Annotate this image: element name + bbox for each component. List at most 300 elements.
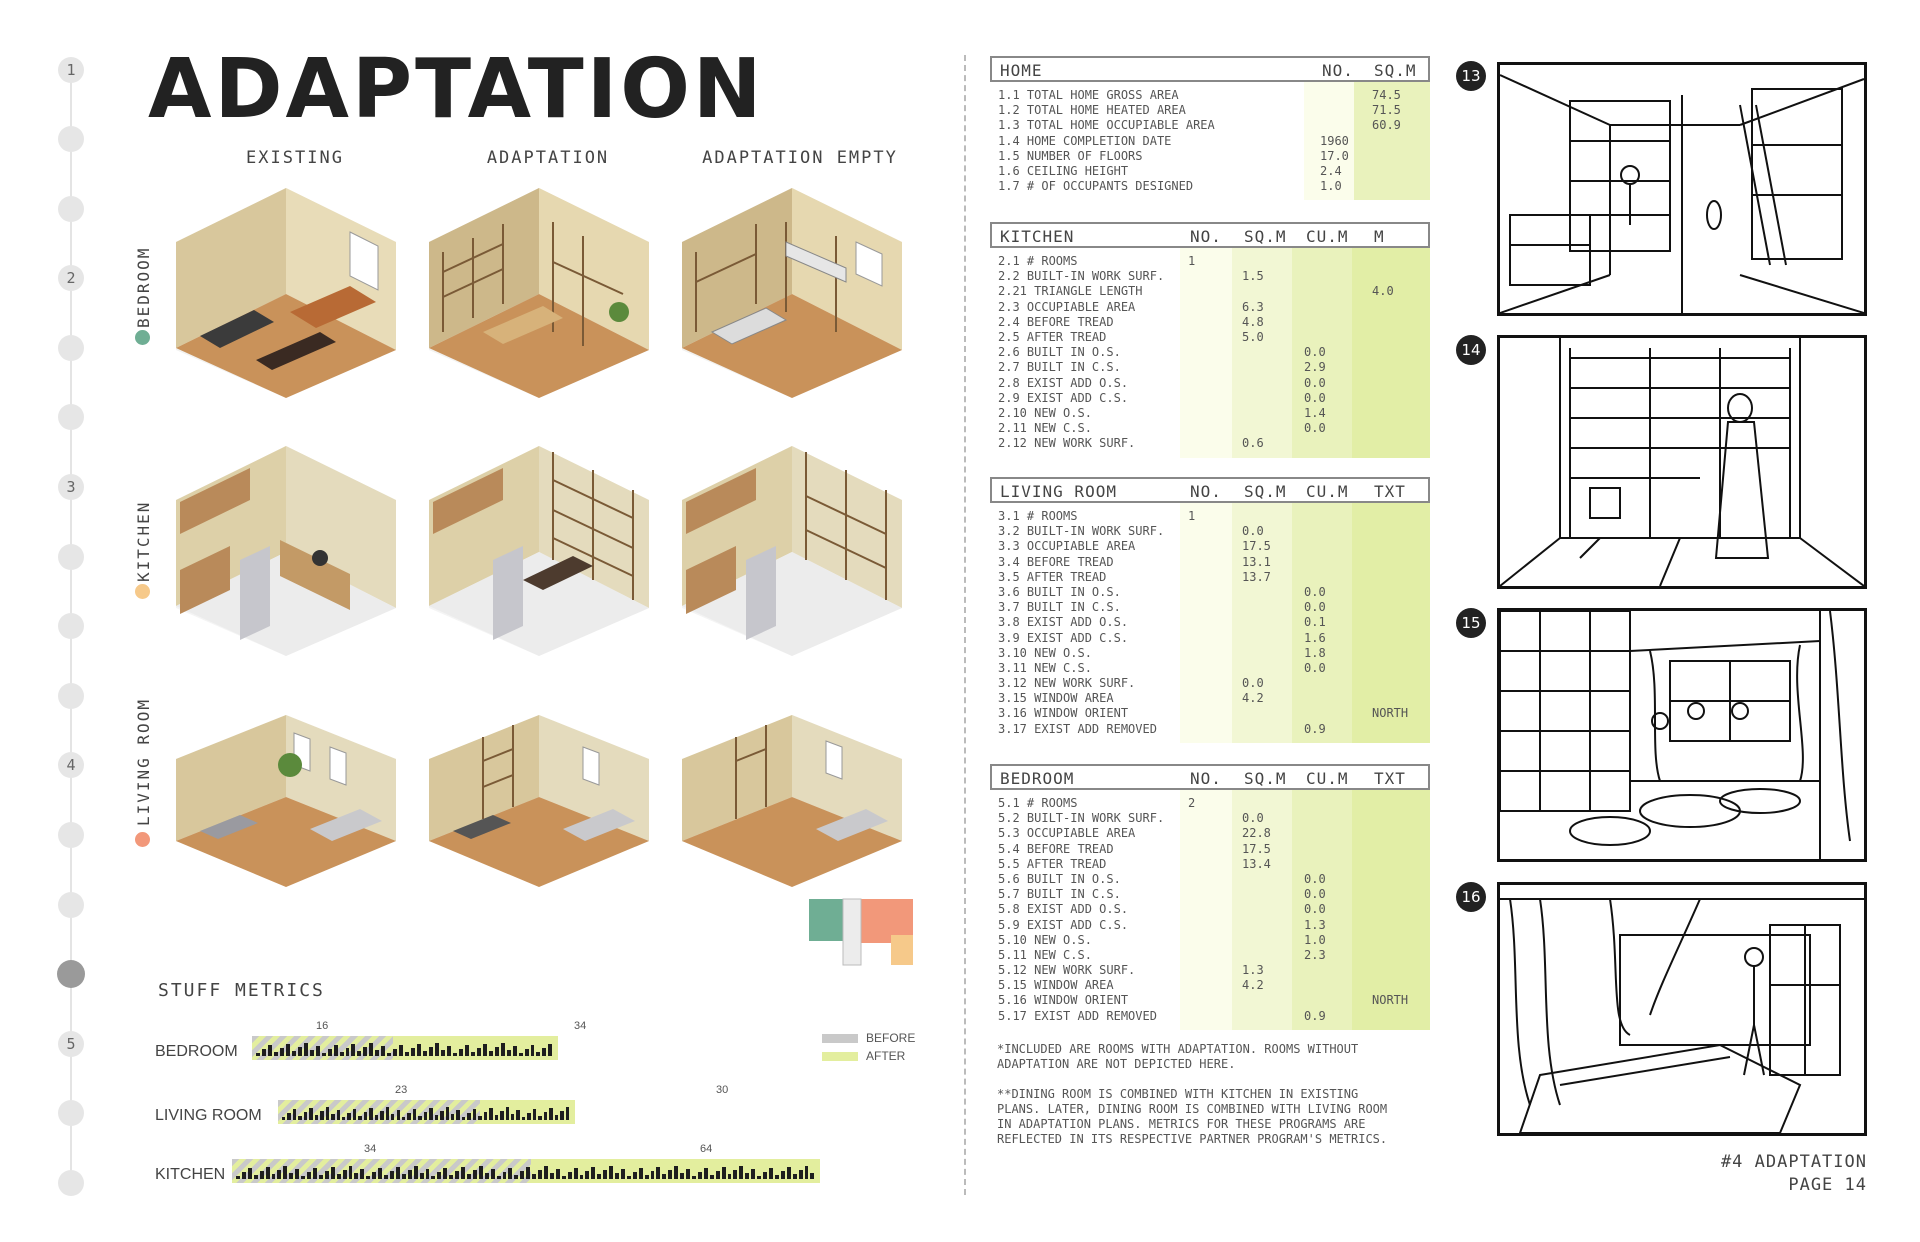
table-cell-cum: 0.0	[1304, 390, 1326, 405]
footer-section: #4 ADAPTATION	[1720, 1152, 1867, 1172]
spine-number-2: 2	[58, 265, 84, 291]
stuff-item-glyph	[522, 1117, 525, 1120]
stuff-item-glyph	[375, 1050, 379, 1056]
spine-dot	[58, 1100, 84, 1126]
table-row	[990, 872, 1430, 887]
stuff-metrics-after-bar	[278, 1100, 575, 1124]
stuff-item-glyph	[473, 1170, 477, 1179]
stuff-item-glyph	[757, 1176, 761, 1179]
stuff-metrics-after-value: 64	[700, 1143, 713, 1155]
stuff-item-glyph	[414, 1166, 418, 1179]
home-table-header	[990, 56, 1430, 82]
table-cell-cum: 0.9	[1304, 1008, 1326, 1023]
table-cell-sqm: 1.3	[1242, 963, 1264, 978]
spine-dot	[58, 404, 84, 430]
table-row	[990, 646, 1430, 661]
stuff-item-glyph	[292, 1051, 296, 1056]
table-cell-sqm: 1.5	[1242, 269, 1264, 284]
stuff-item-glyph	[363, 1047, 367, 1056]
table-row-label: 2.2 BUILT-IN WORK SURF.	[998, 269, 1165, 284]
table-cell-sqm: 4.2	[1242, 691, 1264, 706]
kitchen-table-body	[990, 248, 1430, 458]
stuff-item-glyph	[402, 1117, 405, 1120]
kitchen-col-m: M	[1374, 227, 1385, 246]
table-row	[990, 948, 1430, 963]
stuff-item-glyph	[799, 1170, 803, 1179]
table-row-label: 2.1 # ROOMS	[998, 254, 1078, 268]
table-cell-sqm: 74.5	[1372, 88, 1401, 102]
stuff-item-glyph	[680, 1173, 684, 1179]
table-row-label: 5.1 # ROOMS	[998, 796, 1078, 810]
living-room-table-title: LIVING ROOM	[1000, 482, 1117, 501]
table-row	[990, 103, 1430, 118]
stuff-item-glyph	[495, 1115, 498, 1120]
page-divider	[964, 55, 966, 1195]
bedroom-adaptation-render	[423, 182, 655, 404]
stuff-item-glyph	[548, 1044, 552, 1056]
kitchen-adaptation-empty-render	[676, 440, 908, 662]
stuff-item-glyph	[615, 1173, 619, 1179]
table-row-label: 2.4 BEFORE TREAD	[998, 314, 1114, 329]
table-row-label: 3.3 OCCUPIABLE AREA	[998, 539, 1136, 554]
table-cell-sqm: 6.3	[1242, 299, 1264, 314]
table-cell-sqm: 0.0	[1242, 676, 1264, 691]
stuff-item-glyph	[431, 1176, 435, 1179]
bedroom-table-header	[990, 764, 1430, 790]
stuff-item-glyph	[364, 1112, 367, 1120]
table-row	[990, 993, 1430, 1008]
stuff-item-glyph	[793, 1174, 797, 1179]
stuff-item-glyph	[337, 1110, 340, 1120]
living-room-existing-render	[170, 690, 402, 912]
stuff-item-glyph	[639, 1168, 643, 1179]
stuff-item-glyph	[301, 1176, 305, 1179]
stuff-item-glyph	[407, 1113, 410, 1120]
panel-number-13: 13	[1456, 61, 1486, 91]
home-table	[990, 56, 1430, 200]
stuff-item-glyph	[381, 1046, 385, 1056]
stuff-item-glyph	[349, 1166, 353, 1179]
kitchen-col-no: NO.	[1190, 227, 1222, 246]
table-row-label: 2.6 BUILT IN O.S.	[998, 345, 1121, 360]
table-row-label: 5.10 NEW O.S.	[998, 932, 1092, 947]
stuff-item-glyph	[399, 1045, 403, 1056]
stuff-item-glyph	[538, 1170, 542, 1179]
stuff-item-glyph	[453, 1053, 457, 1056]
table-row	[990, 345, 1430, 360]
stuff-item-glyph	[544, 1112, 547, 1120]
stuff-item-glyph	[507, 1050, 511, 1056]
living-room-col-no: NO.	[1190, 482, 1222, 501]
table-row-label: 2.8 EXIST ADD O.S.	[998, 375, 1129, 390]
table-row	[990, 421, 1430, 436]
stuff-metrics-label-bedroom: BEDROOM	[155, 1043, 238, 1060]
table-cell-cum: 1.4	[1304, 405, 1326, 420]
stuff-item-glyph	[337, 1174, 341, 1179]
stuff-item-glyph	[787, 1167, 791, 1179]
table-row	[990, 509, 1430, 524]
table-cell-sqm: 5.0	[1242, 329, 1264, 344]
stuff-item-glyph	[520, 1171, 524, 1179]
stuff-item-glyph	[574, 1168, 578, 1179]
table-row-label: 3.12 NEW WORK SURF.	[998, 676, 1136, 691]
table-cell-sqm: 13.1	[1242, 554, 1271, 569]
stuff-item-glyph	[462, 1117, 465, 1120]
stuff-item-glyph	[484, 1112, 487, 1120]
spine-dot	[58, 335, 84, 361]
table-row	[990, 330, 1430, 345]
column-head-adaptation-empty: ADAPTATION EMPTY	[702, 148, 898, 168]
table-cell-sqm: 4.2	[1242, 978, 1264, 993]
stuff-item-glyph	[242, 1172, 246, 1179]
row-label-living-room: LIVING ROOM	[134, 698, 153, 826]
table-cell-sqm: 4.8	[1242, 314, 1264, 329]
table-cell-sqm: 13.4	[1242, 856, 1271, 871]
table-row-label: 2.12 NEW WORK SURF.	[998, 436, 1136, 451]
stuff-item-glyph	[516, 1110, 519, 1120]
stuff-item-glyph	[645, 1175, 649, 1179]
table-cell-cum: 1.8	[1304, 645, 1326, 660]
table-row-label: 3.10 NEW O.S.	[998, 645, 1092, 660]
stuff-item-glyph	[274, 1052, 278, 1056]
table-row	[990, 376, 1430, 391]
key-plan-thumbnail	[807, 897, 915, 967]
stuff-item-glyph	[342, 1117, 345, 1120]
table-row	[990, 134, 1430, 149]
stuff-item-glyph	[508, 1168, 512, 1179]
table-row-label: 3.11 NEW C.S.	[998, 660, 1092, 675]
stuff-item-glyph	[597, 1174, 601, 1179]
bedroom-adaptation-empty-render	[676, 182, 908, 404]
table-row-label: 5.4 BEFORE TREAD	[998, 841, 1114, 856]
stuff-item-glyph	[277, 1170, 281, 1179]
stuff-item-glyph	[286, 1044, 290, 1056]
stuff-item-glyph	[411, 1048, 415, 1056]
table-row	[990, 300, 1430, 315]
stuff-item-glyph	[319, 1175, 323, 1179]
panel-number-15: 15	[1456, 608, 1486, 638]
stuff-item-glyph	[236, 1176, 240, 1179]
table-row	[990, 631, 1430, 646]
stuff-item-glyph	[366, 1176, 370, 1179]
stuff-item-glyph	[527, 1113, 530, 1120]
stuff-item-glyph	[805, 1166, 809, 1179]
kitchen-col-cum: CU.M	[1306, 227, 1349, 246]
table-row-label: 3.16 WINDOW ORIENT	[998, 706, 1129, 721]
stuff-item-glyph	[449, 1175, 453, 1179]
stuff-item-glyph	[435, 1115, 438, 1120]
stuff-item-glyph	[326, 1107, 329, 1120]
stuff-item-glyph	[580, 1175, 584, 1179]
stuff-item-glyph	[423, 1051, 427, 1056]
table-row	[990, 857, 1430, 872]
living-room-col-sqm: SQ.M	[1244, 482, 1287, 501]
stuff-item-glyph	[459, 1049, 463, 1056]
stuff-item-glyph	[283, 1166, 287, 1179]
table-row	[990, 179, 1430, 194]
table-row-label: 5.12 NEW WORK SURF.	[998, 963, 1136, 978]
table-row-label: 2.5 AFTER TREAD	[998, 329, 1107, 344]
table-cell-cum: 0.0	[1304, 421, 1326, 436]
stuff-item-glyph	[514, 1175, 518, 1179]
table-row	[990, 978, 1430, 993]
stuff-item-glyph	[260, 1171, 264, 1179]
table-row	[990, 570, 1430, 585]
stuff-item-glyph	[254, 1175, 258, 1179]
row-label-bedroom: BEDROOM	[134, 246, 153, 328]
stuff-item-glyph	[477, 1048, 481, 1056]
table-row-label: 3.8 EXIST ADD O.S.	[998, 615, 1129, 630]
stuff-item-glyph	[585, 1171, 589, 1179]
table-row	[990, 164, 1430, 179]
living-room-adaptation-render	[423, 690, 655, 912]
stuff-item-glyph	[417, 1044, 421, 1056]
table-row-label: 5.17 EXIST ADD REMOVED	[998, 1008, 1157, 1023]
table-row-label: 1.3 TOTAL HOME OCCUPIABLE AREA	[998, 118, 1215, 133]
table-row	[990, 360, 1430, 375]
stuff-item-glyph	[538, 1116, 541, 1120]
stuff-item-glyph	[402, 1174, 406, 1179]
stuff-item-glyph	[426, 1169, 430, 1179]
stuff-item-glyph	[722, 1167, 726, 1179]
table-row-label: 5.7 BUILT IN C.S.	[998, 887, 1121, 902]
table-cell-sqm: 0.0	[1242, 811, 1264, 826]
spine-current-dot	[57, 960, 85, 988]
stuff-item-glyph	[322, 1053, 326, 1056]
stuff-item-glyph	[544, 1166, 548, 1179]
table-row	[990, 391, 1430, 406]
stuff-item-glyph	[304, 1043, 308, 1056]
table-cell-cum: 2.9	[1304, 360, 1326, 375]
stuff-item-glyph	[310, 1050, 314, 1056]
table-row-label: 5.8 EXIST ADD O.S.	[998, 902, 1129, 917]
table-row-label: 3.6 BUILT IN O.S.	[998, 584, 1121, 599]
stuff-item-glyph	[282, 1117, 285, 1120]
stuff-item-glyph	[375, 1115, 378, 1120]
bedroom-col-sqm: SQ.M	[1244, 769, 1287, 788]
stuff-item-glyph	[733, 1170, 737, 1179]
stuff-item-glyph	[435, 1043, 439, 1056]
stuff-item-glyph	[473, 1109, 476, 1120]
stuff-item-glyph	[503, 1172, 507, 1179]
stuff-item-glyph	[513, 1046, 517, 1056]
table-cell-sqm: 0.0	[1242, 524, 1264, 539]
table-row	[990, 149, 1430, 164]
stuff-item-glyph	[351, 1044, 355, 1056]
table-row-label: 2.11 NEW C.S.	[998, 421, 1092, 436]
table-row-label: 2.7 BUILT IN C.S.	[998, 360, 1121, 375]
row-dot-living-room	[135, 832, 150, 847]
table-row-label: 3.15 WINDOW AREA	[998, 691, 1114, 706]
table-row	[990, 902, 1430, 917]
table-cell-no: 1960	[1320, 133, 1349, 148]
living-room-table-body	[990, 503, 1430, 743]
table-row	[990, 269, 1430, 284]
table-row	[990, 88, 1430, 103]
table-row-label: 1.6 CEILING HEIGHT	[998, 163, 1129, 178]
stuff-item-glyph	[446, 1107, 449, 1120]
stuff-item-glyph	[298, 1116, 301, 1120]
table-row-label: 3.17 EXIST ADD REMOVED	[998, 721, 1157, 736]
table-row-label: 5.5 AFTER TREAD	[998, 856, 1107, 871]
stuff-item-glyph	[248, 1168, 252, 1179]
stuff-metrics-before-value: 16	[316, 1020, 329, 1032]
stuff-item-glyph	[710, 1175, 714, 1179]
stuff-item-glyph	[378, 1168, 382, 1179]
table-cell-sqm: 17.5	[1242, 841, 1271, 856]
stuff-item-glyph	[471, 1052, 475, 1056]
shelving-wall-sketch	[1500, 338, 1864, 586]
stuff-item-glyph	[393, 1049, 397, 1056]
stuff-item-glyph	[763, 1172, 767, 1179]
stuff-item-glyph	[467, 1174, 471, 1179]
stuff-metrics-before-value: 34	[364, 1143, 377, 1155]
table-cell-sqm: 0.6	[1242, 436, 1264, 451]
stuff-item-glyph	[293, 1109, 296, 1120]
stuff-metrics-after-bar	[252, 1036, 558, 1060]
stuff-metrics-after-bar	[232, 1159, 820, 1183]
table-row-label: 1.7 # OF OCCUPANTS DESIGNED	[998, 179, 1194, 194]
table-row	[990, 811, 1430, 826]
table-cell-cum: 2.3	[1304, 947, 1326, 962]
stuff-item-glyph	[506, 1107, 509, 1120]
stuff-item-glyph	[353, 1109, 356, 1120]
kitchen-existing-render	[170, 440, 402, 662]
table-row-label: 5.16 WINDOW ORIENT	[998, 993, 1129, 1008]
stuff-item-glyph	[358, 1116, 361, 1120]
table-row	[990, 796, 1430, 811]
stuff-item-glyph	[262, 1049, 266, 1056]
stuff-item-glyph	[627, 1176, 631, 1179]
stuff-item-glyph	[340, 1052, 344, 1056]
table-cell-sqm: 13.7	[1242, 569, 1271, 584]
stuff-metrics-title: STUFF METRICS	[158, 980, 325, 1001]
stuff-item-glyph	[560, 1111, 563, 1120]
stuff-item-glyph	[266, 1167, 270, 1179]
table-row	[990, 585, 1430, 600]
table-row	[990, 406, 1430, 421]
stuff-item-glyph	[704, 1168, 708, 1179]
table-cell-m: NORTH	[1372, 706, 1409, 721]
table-row	[990, 615, 1430, 630]
stuff-item-glyph	[424, 1112, 427, 1120]
stuff-item-glyph	[440, 1111, 443, 1120]
table-cell-no: 2.4	[1320, 163, 1342, 178]
table-cell-cum: 1.6	[1304, 630, 1326, 645]
stuff-item-glyph	[331, 1167, 335, 1179]
table-row-label: 5.3 OCCUPIABLE AREA	[998, 826, 1136, 841]
storyboard-panel-16	[1497, 882, 1867, 1136]
table-cell-cum: 0.0	[1304, 660, 1326, 675]
spine-dot	[58, 126, 84, 152]
stuff-item-glyph	[413, 1109, 416, 1120]
table-row	[990, 826, 1430, 841]
living-room-adaptation-empty-render	[676, 690, 908, 912]
stuff-item-glyph	[751, 1169, 755, 1179]
table-row-label: 2.9 EXIST ADD C.S.	[998, 390, 1129, 405]
kitchen-col-sqm: SQ.M	[1244, 227, 1287, 246]
stuff-item-glyph	[781, 1171, 785, 1179]
stuff-item-glyph	[408, 1170, 412, 1179]
table-row-label: 3.2 BUILT-IN WORK SURF.	[998, 524, 1165, 539]
table-row-label: 2.21 TRIANGLE LENGTH	[998, 284, 1143, 299]
table-cell-cum: 0.0	[1304, 375, 1326, 390]
stuff-item-glyph	[320, 1111, 323, 1120]
table-cell-sqm: 71.5	[1372, 103, 1401, 118]
home-table-title: HOME	[1000, 61, 1043, 80]
table-row	[990, 887, 1430, 902]
stuff-item-glyph	[633, 1172, 637, 1179]
storyboard-panel-13	[1497, 62, 1867, 316]
stuff-item-glyph	[447, 1046, 451, 1056]
stuff-item-glyph	[334, 1045, 338, 1056]
stuff-item-glyph	[532, 1174, 536, 1179]
stuff-item-glyph	[674, 1166, 678, 1179]
table-row	[990, 118, 1430, 133]
spine-number-4: 4	[58, 752, 84, 778]
table-row-label: 1.1 TOTAL HOME GROSS AREA	[998, 88, 1179, 102]
stuff-item-glyph	[651, 1171, 655, 1179]
stuff-item-glyph	[603, 1170, 607, 1179]
stuff-item-glyph	[372, 1172, 376, 1179]
stuff-item-glyph	[810, 1173, 814, 1179]
stuff-item-glyph	[325, 1171, 329, 1179]
stuff-metrics-label-kitchen: KITCHEN	[155, 1166, 226, 1183]
table-cell-no: 1	[1188, 509, 1196, 523]
table-cell-cum: 0.9	[1304, 721, 1326, 736]
legend-after-label: AFTER	[866, 1049, 906, 1063]
stuff-item-glyph	[489, 1051, 493, 1056]
stuff-item-glyph	[369, 1043, 373, 1056]
stuff-item-glyph	[313, 1168, 317, 1179]
storyboard-panel-14	[1497, 335, 1867, 589]
table-cell-cum: 0.0	[1304, 902, 1326, 917]
stuff-item-glyph	[391, 1114, 394, 1120]
spine-dot	[58, 196, 84, 222]
stuff-item-glyph	[519, 1053, 523, 1056]
stuff-item-glyph	[531, 1045, 535, 1056]
spine-dot	[58, 613, 84, 639]
table-row-label: 1.4 HOME COMPLETION DATE	[998, 133, 1172, 148]
bedroom-table-body	[990, 790, 1430, 1030]
stuff-item-glyph	[455, 1171, 459, 1179]
stuff-item-glyph	[479, 1166, 483, 1179]
stuff-item-glyph	[309, 1108, 312, 1120]
stuff-item-glyph	[420, 1173, 424, 1179]
page-title: ADAPTATION	[148, 42, 765, 137]
stuff-item-glyph	[526, 1167, 530, 1179]
table-row	[990, 524, 1430, 539]
bunk-bed-sketch	[1500, 65, 1864, 313]
table-row	[990, 539, 1430, 554]
table-row-label: 5.9 EXIST ADD C.S.	[998, 917, 1129, 932]
kitchen-table-header	[990, 222, 1430, 248]
stuff-item-glyph	[429, 1108, 432, 1120]
stuff-item-glyph	[489, 1108, 492, 1120]
stuff-item-glyph	[347, 1113, 350, 1120]
living-room-col-cum: CU.M	[1306, 482, 1349, 501]
stuff-item-glyph	[692, 1176, 696, 1179]
spine-dot	[58, 683, 84, 709]
spine-dot	[58, 544, 84, 570]
stuff-item-glyph	[497, 1176, 501, 1179]
table-cell-no: 2	[1188, 796, 1196, 810]
table-row-label: 3.4 BEFORE TREAD	[998, 554, 1114, 569]
table-row	[990, 315, 1430, 330]
stuff-item-glyph	[357, 1051, 361, 1056]
spine-dot	[58, 1170, 84, 1196]
spine-dot	[58, 822, 84, 848]
